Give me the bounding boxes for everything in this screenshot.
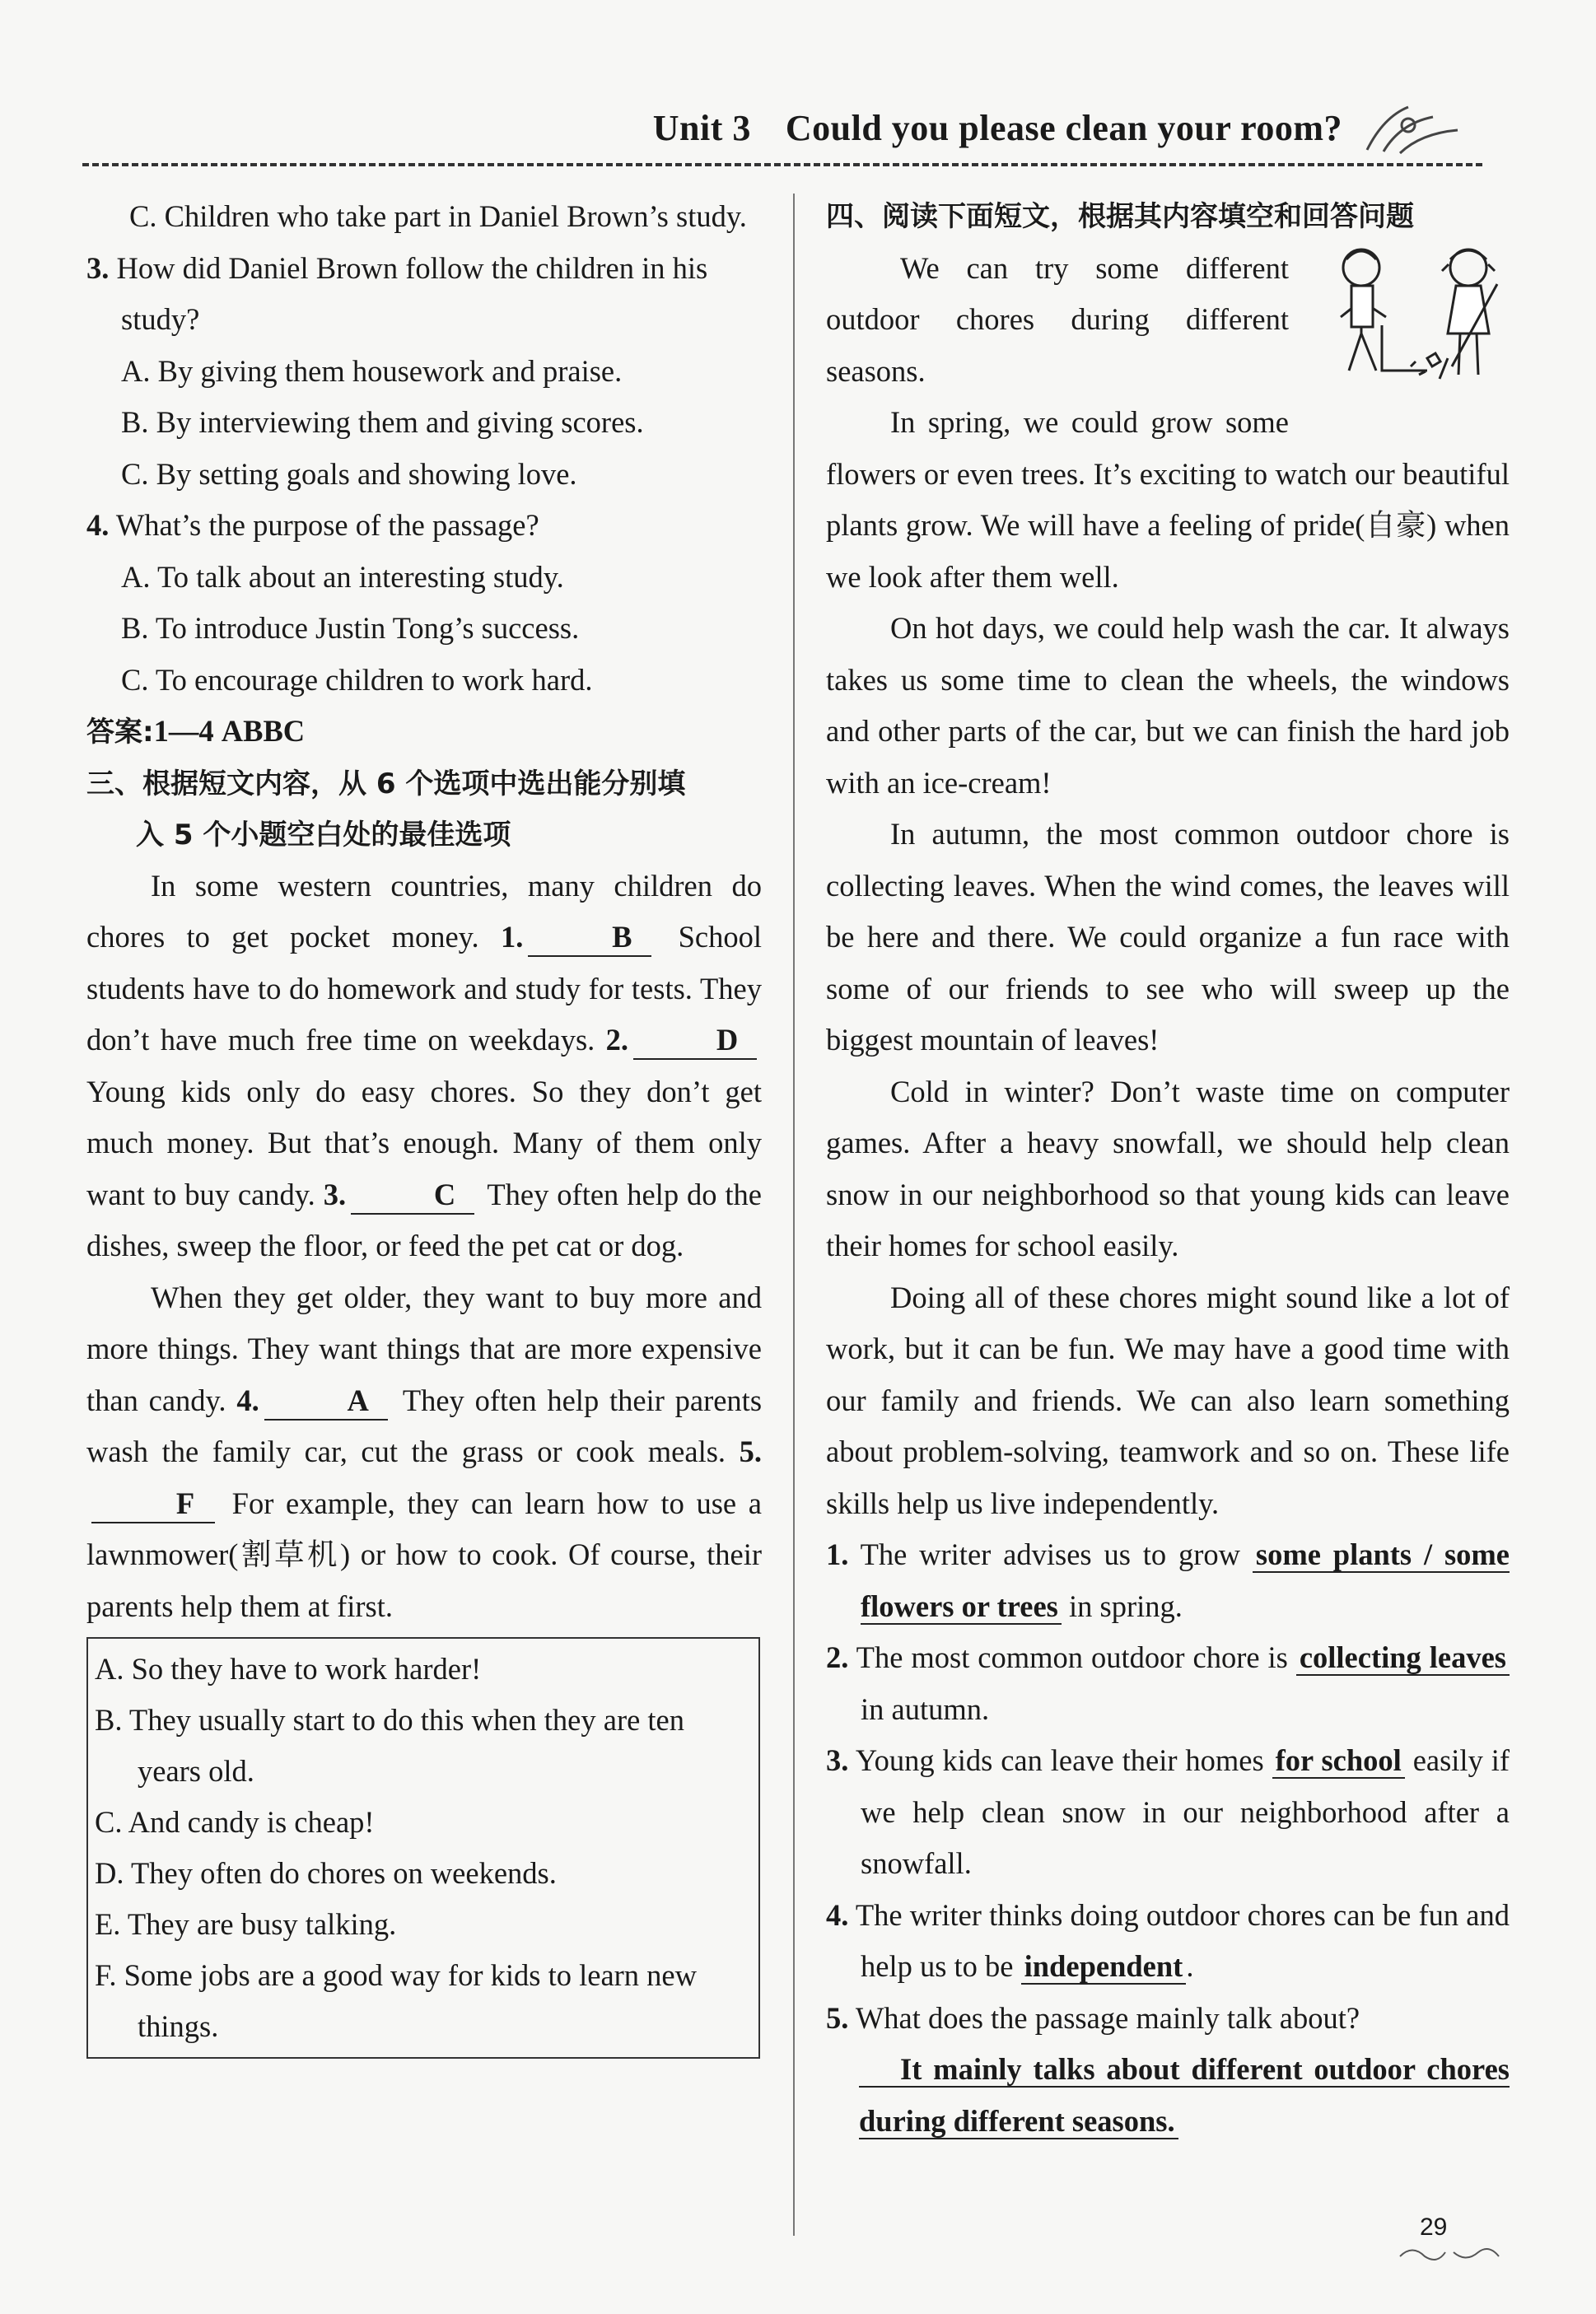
- section4-title: 四、阅读下面短文，根据其内容填空和回答问题: [826, 200, 1414, 233]
- kids-sweeping-illustration-icon: [1304, 235, 1518, 399]
- answer-key: 答案:1—4 ABBC: [86, 714, 306, 749]
- option-f: F. Some jobs are a good way for kids to learn new things.: [95, 1958, 697, 2043]
- blank-5[interactable]: F: [91, 1486, 215, 1523]
- q4-option-c: C. To encourage children to work hard.: [121, 662, 593, 697]
- blank-4[interactable]: A: [264, 1383, 388, 1421]
- q3-question: 3. How did Daniel Brown follow the children in his study?: [86, 250, 708, 336]
- section3-title: 三、根据短文内容，从 6 个选项中选出能分别填 入 5 个小题空白处的最佳选项: [86, 767, 686, 851]
- answer-1[interactable]: some plants / some flowers or trees: [861, 1537, 1510, 1623]
- answer-3[interactable]: for school: [1272, 1743, 1405, 1779]
- reading-paragraph-5: Cold in winter? Don’t waste time on computer games. After a heavy snowfall, we should help clean snow in our neighborhood so that young kids can leave their homes for school easily.: [826, 1074, 1510, 1262]
- answer-5-line: [826, 2044, 1510, 2147]
- page-number: 29: [1420, 2214, 1448, 2241]
- reading-paragraph-4: In autumn, the most common outdoor chore is collecting leaves. When the wind comes, the leaves will be here and there. We could organize a fun race with some of our friends to see who will sweep up the biggest mountain of leaves!: [826, 817, 1510, 1057]
- passage-paragraph-1: In some western countries, many children do chores to get pocket money. 1. B School students have to do homework and study for tests. They don’t have much free time on weekdays. 2. D Young kids only do easy chores. So they don’t get much money. But that’s enough. Many of them only want to buy candy. 3. C They often help do the dishes, sweep the floor, or feed the pet cat or dog.: [86, 868, 763, 1262]
- header-title: [653, 107, 1342, 149]
- reading-paragraph-1: We can try some different outdoor chores during different seasons.: [826, 250, 1289, 388]
- unit-title: Could you please clean your room?: [785, 108, 1342, 148]
- q3-option-a: A. By giving them housework and praise.: [121, 353, 623, 388]
- unit-label: Unit 3: [652, 108, 751, 148]
- question-3: 3. Young kids can leave their homes for school easily if we help clean snow in our neighborhood after a snowfall.: [826, 1743, 1510, 1880]
- option-d: D. They often do chores on weekends.: [95, 1856, 557, 1890]
- q3-option-b: B. By interviewing them and giving scores.: [121, 405, 644, 439]
- options-box: [86, 1637, 760, 2059]
- page-header: [82, 105, 1482, 166]
- q3-option-c: C. By setting goals and showing love.: [121, 456, 577, 491]
- reading-paragraph-6: Doing all of these chores might sound like a lot of work, but it can be fun. We may have a good time with our family and friends. We can also learn something about problem-solving, teamwork and so on. These life skills help us live independently.: [826, 1280, 1510, 1520]
- q4-option-b: B. To introduce Justin Tong’s success.: [121, 611, 580, 645]
- blank-3[interactable]: C: [351, 1177, 474, 1215]
- q4-option-a: A. To talk about an interesting study.: [121, 559, 564, 594]
- answer-4[interactable]: independent: [1021, 1949, 1187, 1985]
- question-5: 5. What does the passage mainly talk about?: [826, 2000, 1360, 2035]
- blank-1[interactable]: B: [528, 919, 651, 957]
- answer-5[interactable]: It mainly talks about different outdoor chores during different seasons.: [859, 2052, 1510, 2138]
- reading-paragraph-3: On hot days, we could help wash the car. It always takes us some time to clean the wheels, the windows and other parts of the car, but we can finish the hard job with an ice-cream!: [826, 611, 1510, 800]
- reading-paragraph-2: In spring, we could grow some flowers or even trees. It’s exciting to watch our beautiful plants grow. We will have a feeling of pride(自豪) when we look after them well.: [826, 405, 1510, 594]
- option-e: E. They are busy talking.: [95, 1907, 397, 1941]
- question-2: 2. The most common outdoor chore is collecting leaves in autumn.: [826, 1632, 1510, 1735]
- answer-2[interactable]: collecting leaves: [1296, 1640, 1510, 1676]
- option-a: A. So they have to work harder!: [95, 1652, 482, 1686]
- column-divider: [793, 194, 795, 2236]
- header-ornament-icon: [1351, 100, 1466, 160]
- q4-question: 4. What’s the purpose of the passage?: [86, 508, 539, 542]
- q2-option-c: C. Children who take part in Daniel Brown’s study.: [129, 199, 747, 233]
- right-column: [826, 191, 1510, 2147]
- question-4: 4. The writer thinks doing outdoor chores can be fun and help us to be independent .: [826, 1897, 1510, 1983]
- option-c: C. And candy is cheap!: [95, 1805, 375, 1839]
- left-column: [86, 191, 762, 2059]
- footer-ornament-icon: [1392, 2240, 1507, 2265]
- blank-2[interactable]: D: [633, 1022, 757, 1060]
- option-b: B. They usually start to do this when they are ten years old.: [95, 1703, 685, 1788]
- passage-paragraph-2: When they get older, they want to buy more and more things. They want things that are more expensive than candy. 4. A They often help their parents wash the family car, cut the grass or cook meals. 5.F For example, they can learn how to use a lawnmower(割草机) or how to cook. Of course, their parents help them at first.: [86, 1280, 763, 1623]
- question-1: 1. The writer advises us to grow some plants / some flowers or trees in spring.: [826, 1537, 1510, 1623]
